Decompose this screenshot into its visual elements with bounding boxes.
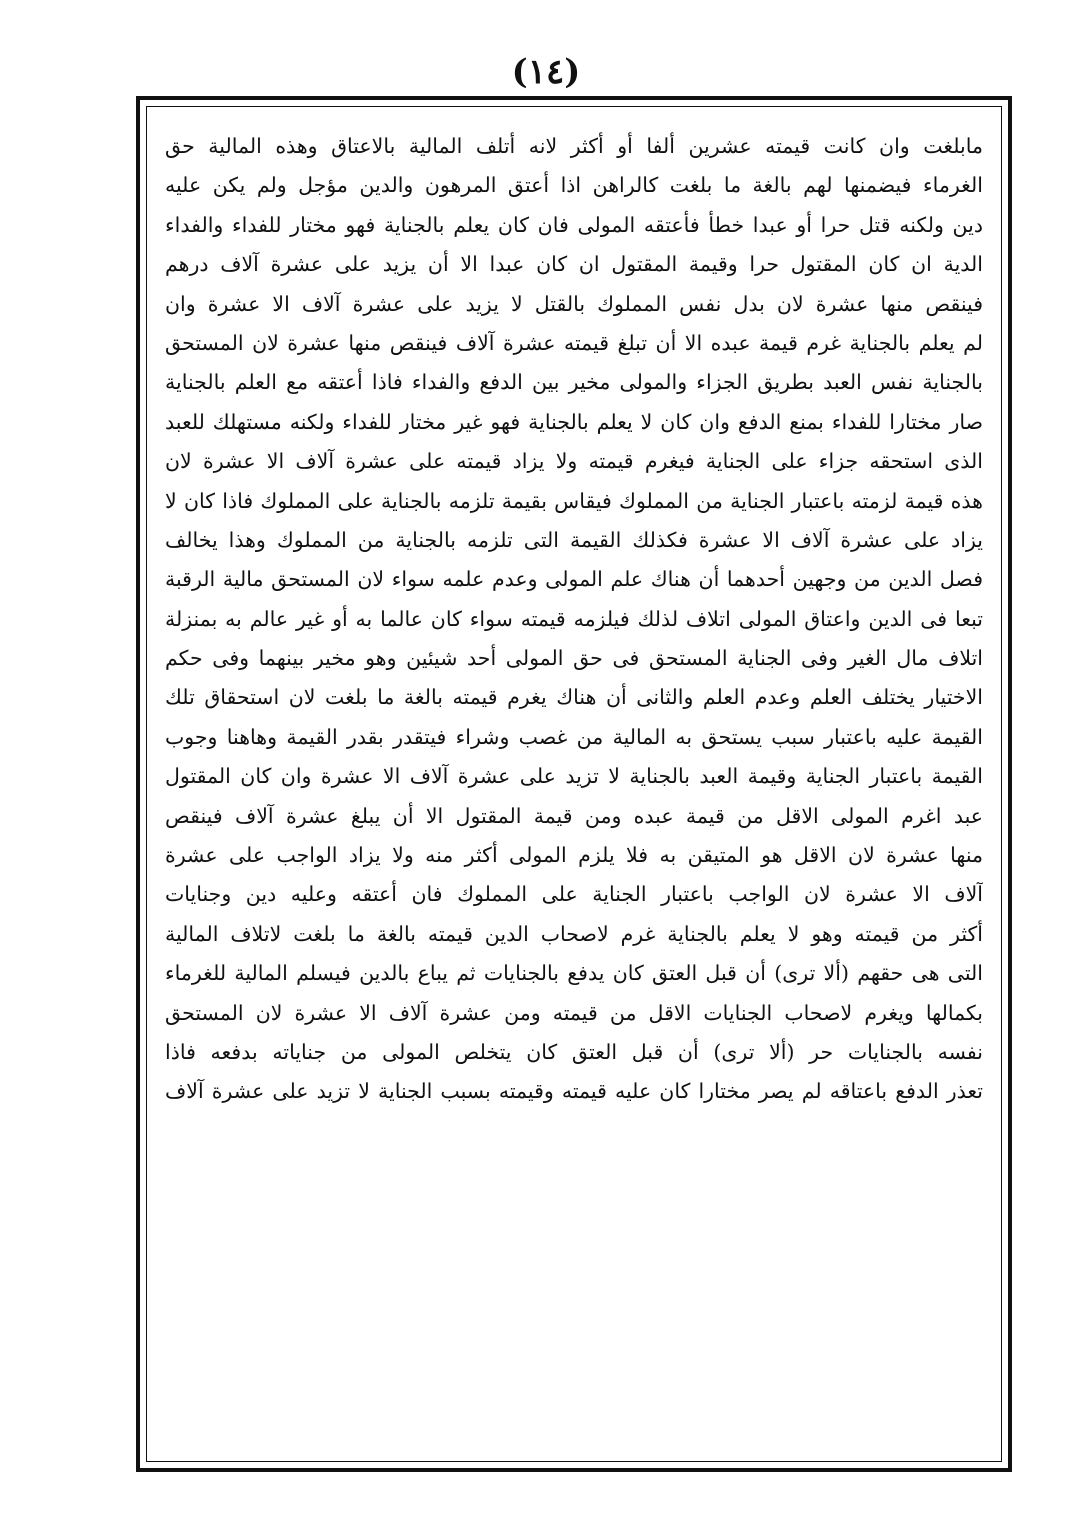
text-line: دين ولكنه قتل حرا أو عبدا خطأ فأعتقه المولى فان كان يعلم بالجناية فهو مختار للفداء والفداء xyxy=(165,212,983,237)
text-line: اتلاف مال الغير وفى الجناية المستحق فى حق المولى أحد شيئين وهو مخير بينهما وفى حكم xyxy=(165,646,983,671)
text-line: عبد اغرم المولى الاقل من قيمة عبده ومن قيمة المقتول الا أن يبلغ عشرة آلاف فينقص xyxy=(165,803,983,828)
text-line: لم يعلم بالجناية غرم قيمة عبده الا أن تبلغ قيمته عشرة آلاف فينقص منها عشرة لان المستحق xyxy=(165,330,983,355)
text-line: الغرماء فيضمنها لهم بالغة ما بلغت كالراهن اذا أعتق المرهون والدين مؤجل ولم يكن عليه xyxy=(165,173,983,198)
text-line: آلاف الا عشرة لان الواجب باعتبار الجناية على المملوك فان أعتقه وعليه دين وجنايات xyxy=(165,882,983,907)
text-line: مابلغت وان كانت قيمته عشرين ألفا أو أكثر لانه أتلف المالية بالاعتاق وهذه المالية حق xyxy=(165,134,983,158)
text-line: الدية ان كان المقتول حرا وقيمة المقتول ان كان عبدا الا أن يزيد على عشرة آلاف درهم xyxy=(165,252,983,277)
text-line: فصل الدين من وجهين أحدهما أن هناك علم المولى وعدم علمه سواء لان المستحق مالية الرقبة xyxy=(165,567,983,592)
text-line: أكثر من قيمته وهو لا يعلم بالجناية غرم لاصحاب الدين قيمته بالغة ما بلغت لاتلاف المالية xyxy=(165,921,983,946)
inner-frame xyxy=(146,106,1002,1462)
text-line: تعذر الدفع باعتاقه لم يصر مختارا كان عليه قيمته وقيمته بسبب الجناية لا تزيد على عشرة آلاف xyxy=(165,1079,983,1104)
text-line: نفسه بالجنايات حر (ألا ترى) أن قبل العتق كان يتخلص المولى من جناياته بدفعه فاذا xyxy=(165,1039,983,1064)
text-line: تبعا فى الدين واعتاق المولى اتلاف لذلك فيلزمه قيمته سواء كان عالما به أو غير عالم به بمنزلة xyxy=(165,606,983,631)
page-number: (١٤) xyxy=(511,52,581,92)
text-line: بكمالها ويغرم لاصحاب الجنايات الاقل من قيمته ومن عشرة آلاف الا عشرة لان المستحق xyxy=(165,1000,983,1025)
text-line: يزاد على عشرة آلاف الا عشرة فكذلك القيمة التى تلزمه بالجناية من المملوك وهذا يخالف xyxy=(165,527,983,552)
text-line: القيمة عليه باعتبار سبب يستحق به المالية من غصب وشراء فيتقدر بقدر القيمة وهاهنا وجوب xyxy=(165,724,983,749)
text-line: بالجناية نفس العبد بطريق الجزاء والمولى مخير بين الدفع والفداء فاذا أعتقه مع العلم بالجناية xyxy=(165,370,983,395)
text-line: منها عشرة لان الاقل هو المتيقن به فلا يلزم المولى أكثر منه ولا يزاد الواجب على عشرة xyxy=(165,843,983,868)
text-line: الذى استحقه جزاء على الجناية فيغرم قيمته ولا يزاد قيمته على عشرة آلاف الا عشرة لان xyxy=(165,449,983,474)
text-body xyxy=(165,127,983,1112)
text-line: القيمة باعتبار الجناية وقيمة العبد بالجناية لا تزيد على عشرة آلاف الا عشرة وان كان المقتول xyxy=(165,764,983,789)
page-frame xyxy=(136,96,1012,1472)
text-line: فينقص منها عشرة لان بدل نفس المملوك بالقتل لا يزيد على عشرة آلاف الا عشرة وان xyxy=(165,291,983,316)
text-line: صار مختارا للفداء بمنع الدفع وان كان لا يعلم بالجناية فهو غير مختار للفداء ولكنه مستهلك للعبد xyxy=(165,409,983,434)
text-line: التى هى حقهم (ألا ترى) أن قبل العتق كان يدفع بالجنايات ثم يباع بالدين فيسلم المالية للغرماء xyxy=(165,961,983,986)
text-line: الاختيار يختلف العلم وعدم العلم والثانى أن هناك يغرم قيمته بالغة ما بلغت لان استحقاق تلك xyxy=(165,685,983,710)
text-line: هذه قيمة لزمته باعتبار الجناية من المملوك فيقاس بقيمة تلزمه بالجناية على المملوك فاذا كان لا xyxy=(165,488,983,513)
